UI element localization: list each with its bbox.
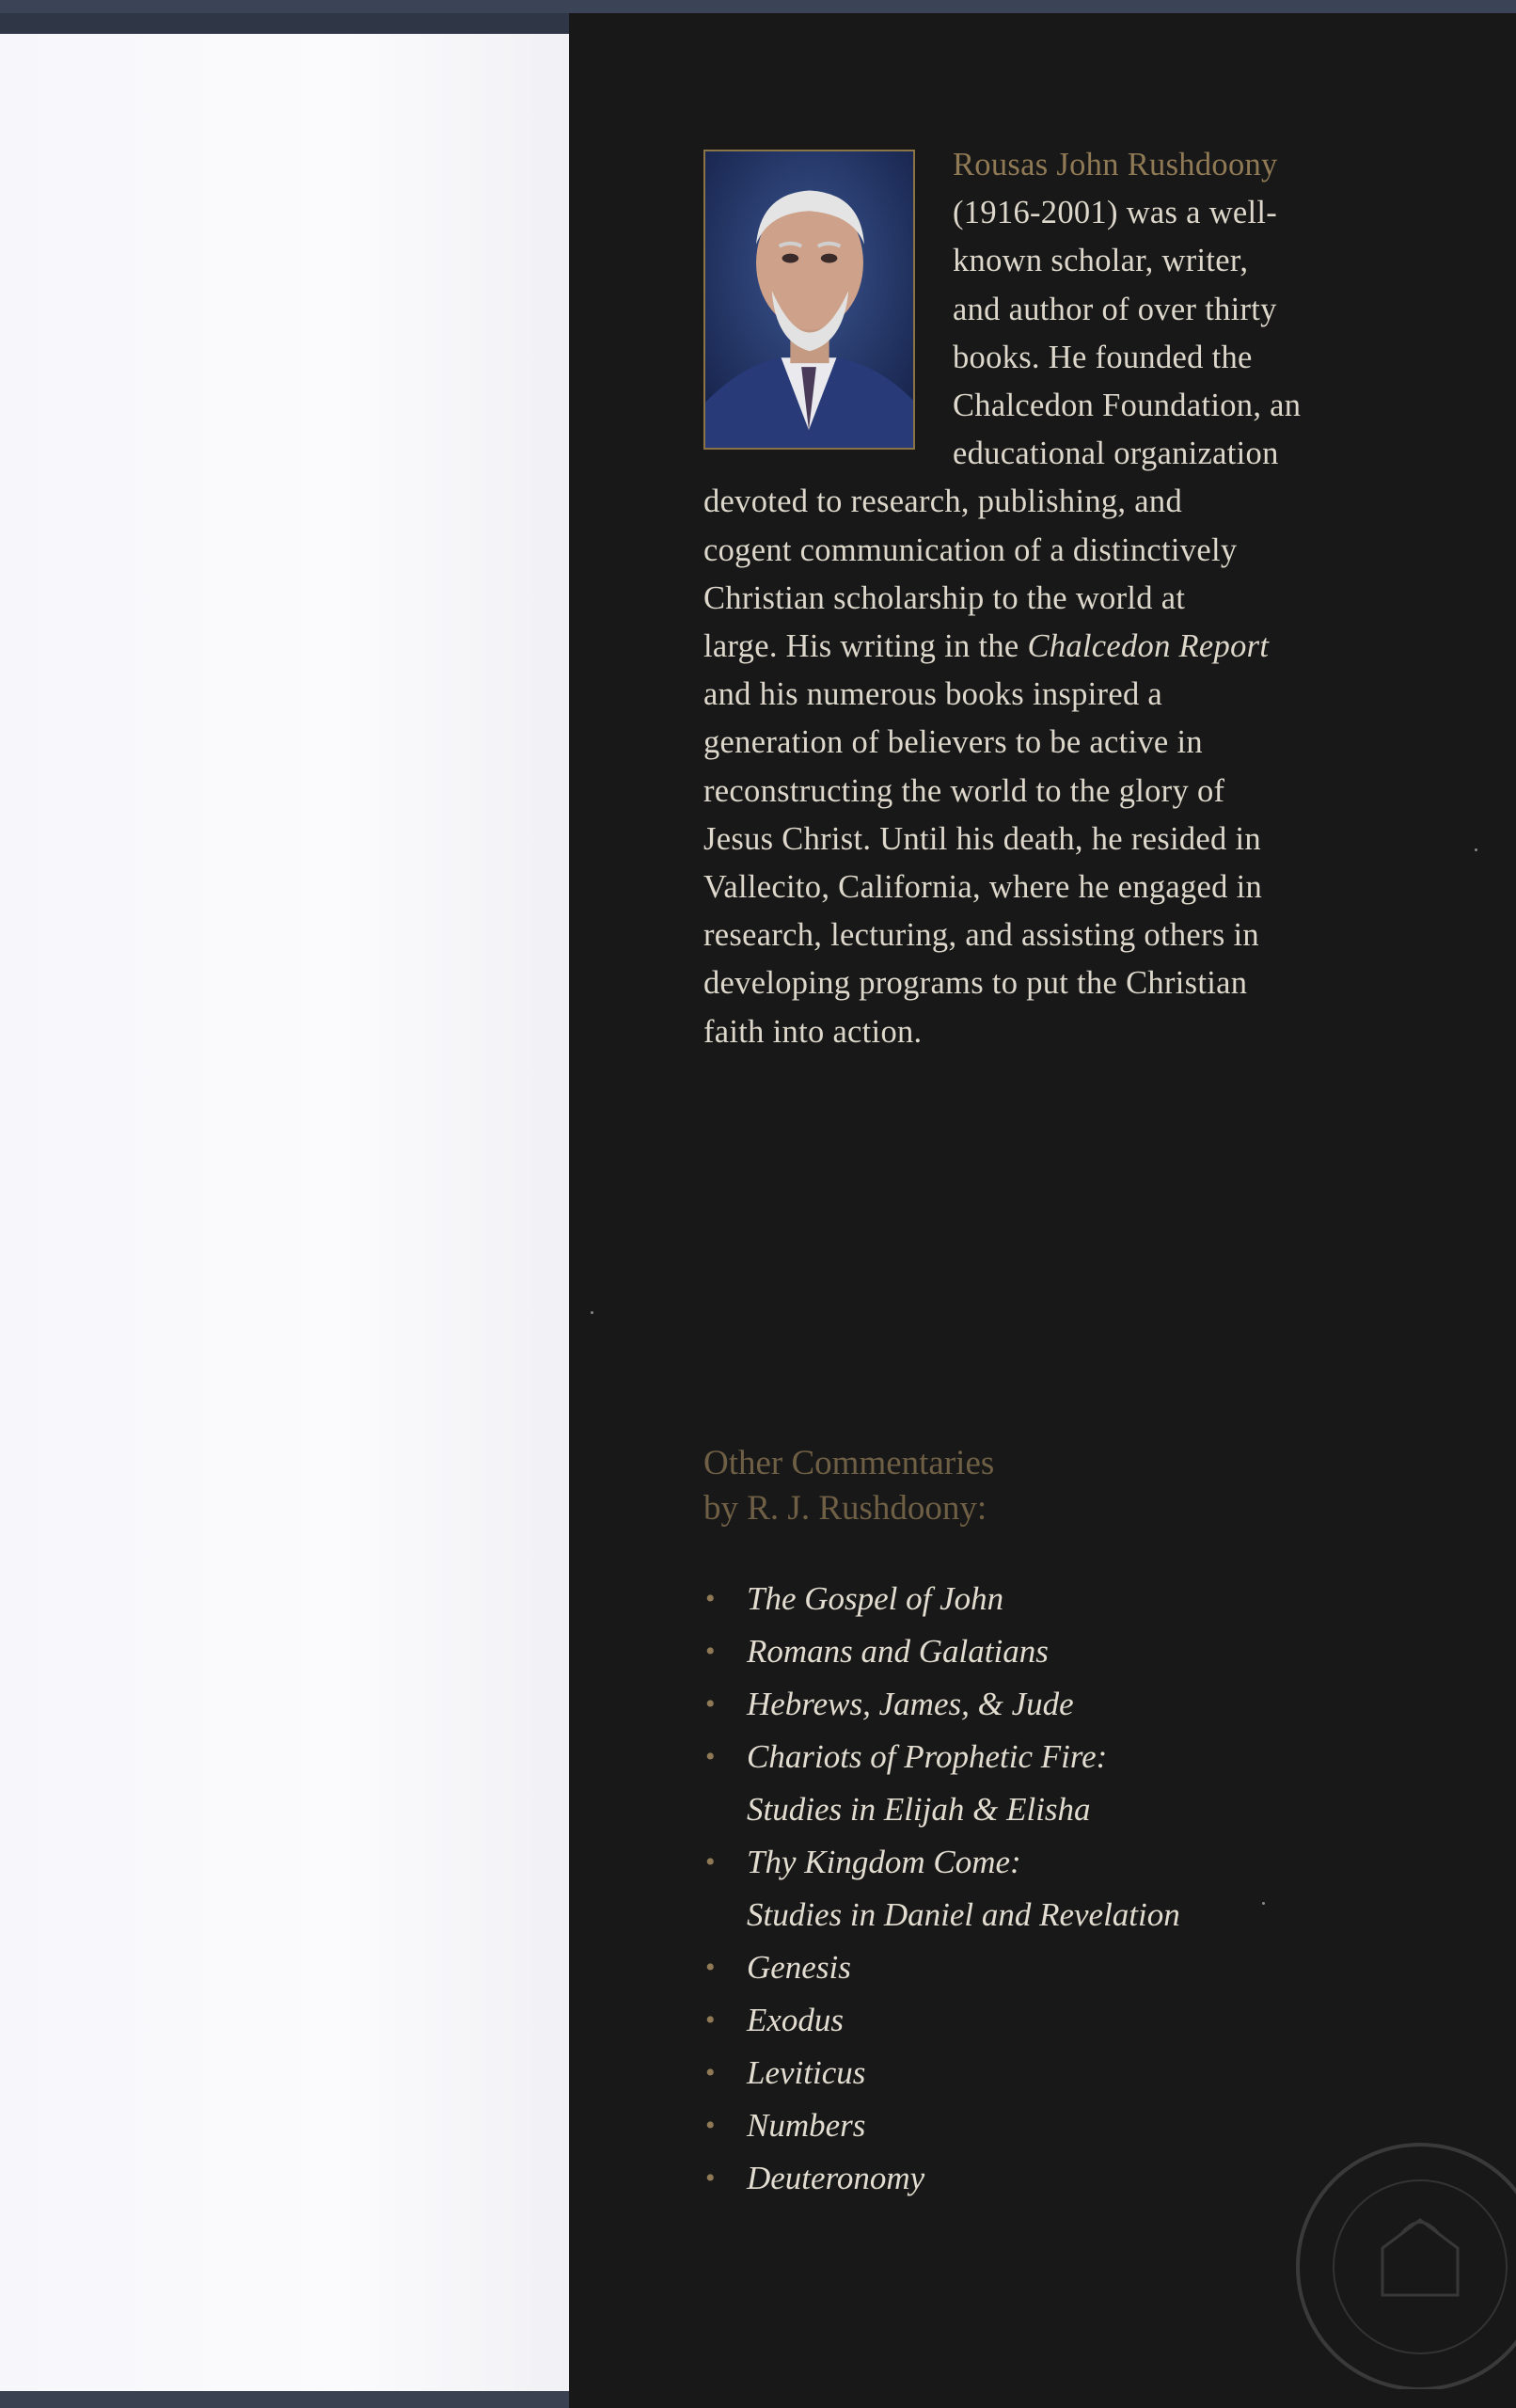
bio-line-3: known scholar, writer, [953, 243, 1249, 279]
book-subtitle: Studies in Daniel and Revelation [747, 1896, 1180, 1933]
heading-line-2: by R. J. Rushdoony: [703, 1489, 987, 1528]
list-item [703, 1625, 1362, 1678]
author-bio [703, 141, 1381, 1056]
bullet-icon: • [705, 2110, 716, 2141]
bio-line-7: educational organization [953, 436, 1279, 472]
flap-bottom-edge [0, 2391, 569, 2408]
list-item [703, 1836, 1362, 1941]
bio-line-6: Chalcedon Foundation, an [953, 388, 1302, 424]
list-item [703, 1731, 1362, 1836]
book-title: Genesis [747, 1949, 851, 1986]
bio-line-12: and his numerous books inspired a [703, 676, 1163, 713]
other-commentaries-heading [703, 1441, 1268, 1531]
list-item [703, 1941, 1362, 1994]
bullet-icon: • [705, 1952, 716, 1983]
book-title: Chariots of Prophetic Fire: [747, 1738, 1108, 1775]
book-title: Hebrews, James, & Jude [747, 1686, 1074, 1722]
bio-line-10: Christian scholarship to the world at [703, 579, 1186, 616]
book-title: Romans and Galatians [747, 1633, 1049, 1670]
bio-line-11 [703, 623, 1381, 671]
list-item [703, 1573, 1362, 1625]
stamp-seal-icon [1260, 2107, 1516, 2389]
inner-flap [0, 34, 569, 2391]
bio-line-16: Vallecito, California, where he engaged in [703, 869, 1263, 906]
bio-line-11-text: large. His writing in the [703, 628, 1028, 665]
bullet-icon: • [705, 1583, 716, 1614]
book-title: Leviticus [747, 2054, 866, 2091]
heading-line-1: Other Commentaries [703, 1444, 995, 1482]
bio-line-4: and author of over thirty [953, 291, 1277, 327]
author-name: Rousas John Rushdoony [953, 147, 1278, 182]
speck [1475, 848, 1477, 851]
top-edge [0, 0, 1516, 13]
speck [1262, 1902, 1265, 1905]
bio-line-15: Jesus Christ. Until his death, he resided in [703, 820, 1261, 857]
bullet-icon: • [705, 1636, 716, 1667]
book-title: Exodus [747, 2002, 845, 2038]
bullet-icon: • [705, 2162, 716, 2194]
bio-line-1 [703, 141, 1381, 189]
bio-line-13: generation of believers to be active in [703, 724, 1203, 761]
bio-line-17: research, lecturing, and assisting others in [703, 917, 1259, 954]
bullet-icon: • [705, 2004, 716, 2036]
speck [591, 1311, 593, 1314]
bullet-icon: • [705, 1741, 716, 1772]
book-subtitle: Studies in Elijah & Elisha [747, 1791, 1091, 1828]
bullet-icon: • [705, 1846, 716, 1877]
book-title: Thy Kingdom Come: [747, 1844, 1021, 1880]
book-title: The Gospel of John [747, 1580, 1004, 1617]
list-item [703, 2047, 1362, 2099]
bio-line-9: cogent communication of a distinctively [703, 531, 1238, 568]
list-item [703, 1994, 1362, 2047]
bio-line-18: developing programs to put the Christian [703, 965, 1248, 1002]
book-title: Numbers [747, 2107, 866, 2144]
bookseller-stamp [1260, 2107, 1516, 2389]
bio-line-2: (1916-2001) was a well- [953, 195, 1278, 231]
bio-line-5: books. He founded the [953, 339, 1253, 375]
chalcedon-report-title: Chalcedon Report [1027, 628, 1270, 665]
list-item [703, 1678, 1362, 1731]
bio-line-8: devoted to research, publishing, and [703, 483, 1182, 520]
bullet-icon: • [705, 2057, 716, 2088]
bullet-icon: • [705, 1688, 716, 1719]
book-title: Deuteronomy [747, 2160, 925, 2196]
bio-line-14: reconstructing the world to the glory of [703, 772, 1225, 809]
bio-line-19: faith into action. [703, 1013, 923, 1050]
